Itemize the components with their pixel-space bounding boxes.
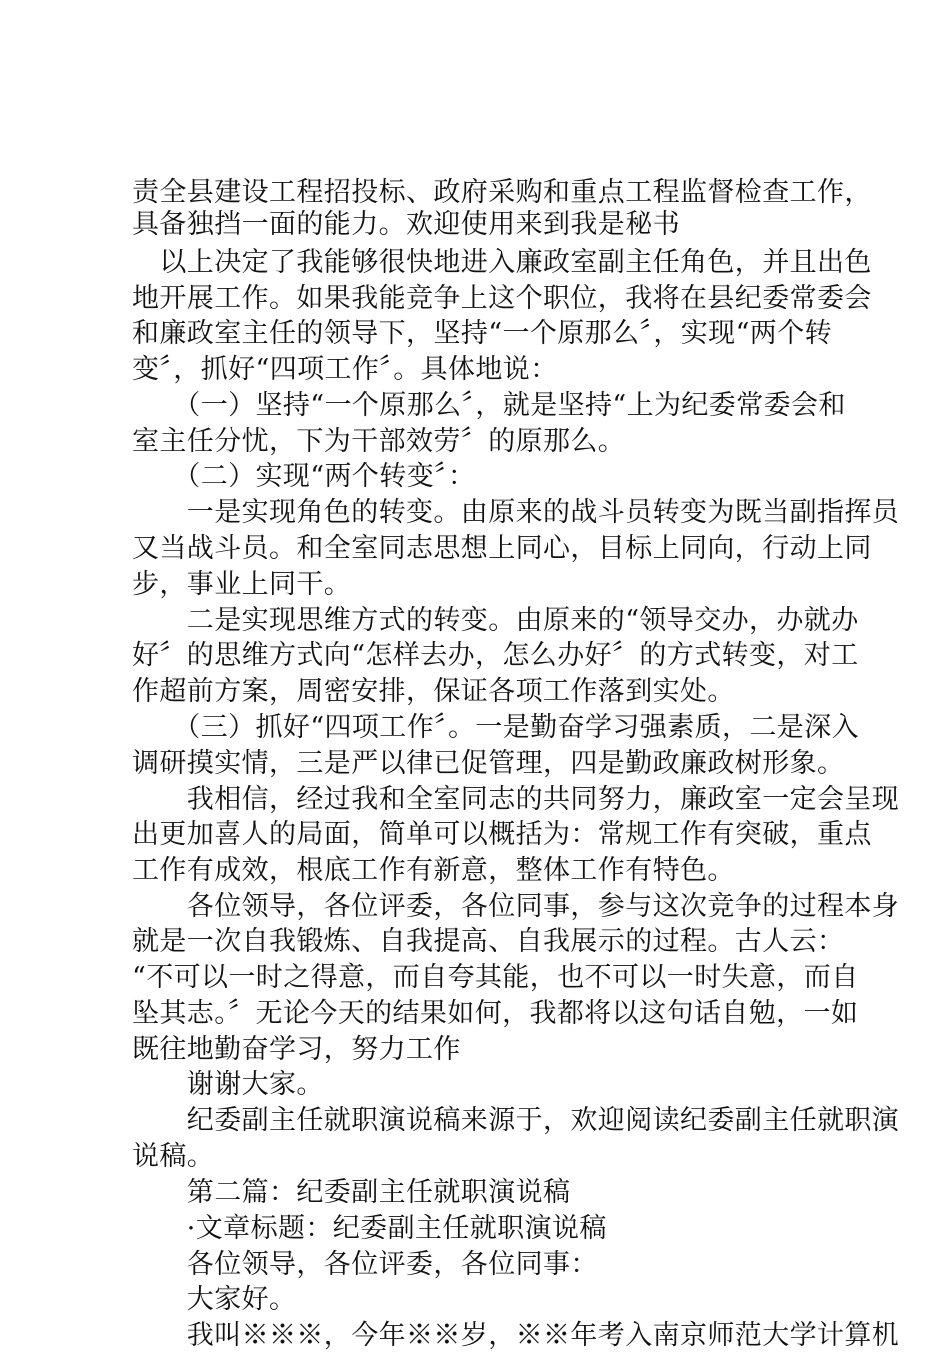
text-line: 工作有成效，根底工作有新意，整体工作有特色。 (132, 855, 735, 886)
text-line: 坠其志。〞无论今天的结果如何，我都将以这句话自勉，一如 (132, 998, 859, 1029)
text-line: 责全县建设工程招投标、政府采购和重点工程监督检查工作， (132, 177, 872, 208)
text-line: 步，事业上同干。 (132, 569, 352, 600)
text-line: （一）坚持“一个原那么〞，就是坚持“上为纪委常委会和 (132, 390, 846, 421)
text-line: 大家好。 (132, 1284, 297, 1315)
text-line: 二是实现思维方式的转变。由原来的“领导交办，办就办 (132, 605, 859, 636)
text-line: 谢谢大家。 (132, 1069, 324, 1100)
text-line: “不可以一时之得意，而自夸其能，也不可以一时失意，而自 (132, 962, 859, 993)
text-line: 既往地勤奋学习，努力工作 (132, 1034, 461, 1065)
text-line: 室主任分忧，下为干部效劳〞的原那么。 (132, 426, 626, 457)
text-line: 具备独挡一面的能力。欢迎使用来到我是秘书 (132, 209, 680, 240)
text-line: 出更加喜人的局面，简单可以概括为：常规工作有突破，重点 (132, 819, 872, 850)
text-line: 我相信，经过我和全室同志的共同努力，廉政室一定会呈现 (132, 784, 900, 815)
text-line: 变〞，抓好“四项工作〞。具体地说： (132, 354, 558, 385)
text-line: 调研摸实情，三是严以律已促管理，四是勤政廉政树形象。 (132, 748, 845, 779)
text-line: 各位领导，各位评委，各位同事，参与这次竞争的过程本身 (132, 891, 900, 922)
text-line: 说稿。 (132, 1141, 215, 1172)
text-line: 第二篇：纪委副主任就职演说稿 (132, 1177, 571, 1208)
text-line: 纪委副主任就职演说稿来源于，欢迎阅读纪委副主任就职演 (132, 1105, 900, 1136)
text-line: 一是实现角色的转变。由原来的战斗员转变为既当副指挥员 (132, 497, 900, 528)
text-line: 以上决定了我能够很快地进入廉政室副主任角色，并且出色 (132, 247, 872, 278)
text-line: 我叫※※※，今年※※岁，※※年考入南京师范大学计算机 (132, 1320, 900, 1351)
text-line: 好〞的思维方式向“怎样去办，怎么办好〞的方式转变，对工 (132, 640, 859, 671)
text-line: 各位领导，各位评委，各位同事： (132, 1249, 598, 1280)
text-line: ·文章标题：纪委副主任就职演说稿 (132, 1213, 607, 1244)
text-line: 作超前方案，周密安排，保证各项工作落到实处。 (132, 676, 735, 707)
text-line: （二）实现“两个转变〞： (132, 461, 476, 492)
text-line: 和廉政室主任的领导下，坚持“一个原那么〞，实现“两个转 (132, 318, 832, 349)
text-line: （三）抓好“四项工作〞。一是勤奋学习强素质，二是深入 (132, 712, 860, 743)
text-line: 又当战斗员。和全室同志思想上同心，目标上同向，行动上同 (132, 533, 872, 564)
text-line: 就是一次自我锻炼、自我提高、自我展示的过程。古人云： (132, 926, 845, 957)
text-line: 地开展工作。如果我能竞争上这个职位，我将在县纪委常委会 (132, 283, 872, 314)
